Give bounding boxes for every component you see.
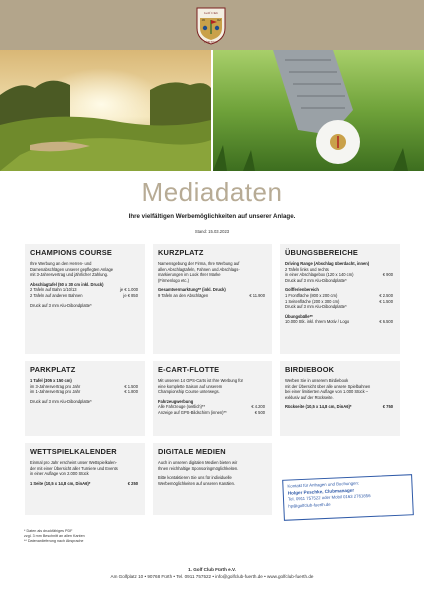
svg-text:19: 19 [201,18,205,22]
card-text: (Firmenlogo etc.) [158,277,189,283]
price-row: Anzeige auf GPS-Bildschirm (innen)** € 500 [158,409,265,415]
footnote: ** Datenanlieferung nach Absprache [24,539,84,544]
card-digitale-medien [153,443,272,515]
card-title: CHAMPIONS COURSE [30,248,113,257]
card-text: allen Abschlagtafeln, Fahnen und Abschlags- [158,266,240,272]
price-row: in einer Abschlagebox (120 x 140 cm) € 900 [285,272,393,278]
card-subheading: 1 Tafel (305 x 150 cm) [30,378,72,383]
svg-text:FÜRTH E.V.: FÜRTH E.V. [204,41,218,44]
card-text: Mit unseren 14 GPS-Carts ist Ihre Werbung für [158,378,244,383]
card-subheading: Gesamtvermarktung** (inkl. Druck) [158,287,226,293]
contact-email-link[interactable]: hp@golfclub-fuerth.de [288,501,331,509]
card-text: Championship Course unterwegs. [158,389,220,395]
price-row: Alle Fahrzeuge (seitlich)** € 4.200 [158,404,265,410]
card-text: Werben Sie in unserem Birdiebook [285,378,349,383]
card-title: PARKPLATZ [30,365,76,374]
card-text: Ihre Werbung an den Herren- und [30,261,92,266]
price-row: 9 Tafeln an den Abschlägen € 11.900 [158,292,265,298]
card-subheading: Golfferienbereich [285,287,319,293]
footnote: zzgl. 3 mm Beschnitt an allen Kanten [24,534,85,539]
card-text: Auch in unseren digitalen Medien bieten wir [158,460,238,465]
contact-name: Holger Peschke, Clubmanager [287,487,355,496]
card-text: bei einer limitierten Auflage von 1.000 Stück – [285,389,369,395]
footnote: * Daten als druckfähiges PDF [24,529,73,533]
card-text: Ihnen reichhaltige Sponsoringmöglichkeiten. [158,465,239,471]
golf-course-sunrise-photo [0,50,211,171]
card-title: WETTSPIELKALENDER [30,447,117,456]
card-wettspielkalender [25,443,145,515]
card-text: exklusiv auf der Rückseite. [285,394,334,400]
footer-address: Am Golfplatz 10 • 90768 Fürth • Tel. 0911 757522 • info@golfclub-fuerth.de • www.golfclub-fuerth.de [110,574,314,579]
card-kurzplatz [153,244,272,354]
card-subheading: Driving Range (Abschlag überdacht, innen) [285,261,370,266]
card-text: der mit einer Übersicht aller Turniere und Events [30,465,118,471]
card-text: Bitte kontaktieren Sie uns für individuelle [158,475,232,481]
page-title: Mediadaten [141,177,283,207]
card-subheading: Fahrzeugwerbung [158,398,194,404]
card-note: Druck auf 3 mm Alu-Dibondplatte* [285,304,347,310]
card-text: mit der Übersicht über alle unsere Spielbahnen [285,383,371,389]
card-title: KURZPLATZ [158,248,204,257]
page-subtitle: Ihre vielfältigen Werbemöglichkeiten auf unserer Anlage. [128,213,296,220]
card-parkplatz [25,361,145,436]
footer [0,566,424,580]
card-text: mit 3-Jahresvertrag und jährlicher Zahlung. [30,272,109,278]
svg-text:62: 62 [217,18,221,22]
price-row: im 1-Jahresvertrag pro Jahr € 1.800 [30,389,138,395]
card-subheading: Abschlagtafel (50 x 30 cm inkl. Druck) [30,281,104,287]
price-row: 1 Frontfläche (800 x 200 cm) € 2.500 [285,292,393,298]
card-note: Druck auf 3 mm Alu-Dibondplatte* [30,398,92,404]
price-row: 1 Seitenfläche (200 x 300 cm) € 1.500 [285,298,393,304]
card-note: Druck auf 3 mm Alu-Dibondplatte* [285,277,347,283]
card-title: E-CART-FLOTTE [158,365,220,374]
svg-text:Golf Club: Golf Club [203,11,219,15]
card-text: eine komplette Saison auf unserem [158,383,223,389]
footnotes [24,529,85,545]
card-note: Druck auf 3 mm Alu-Dibondplatte* [30,302,92,308]
price-row: im 3-Jahresvertrag pro Jahr € 1.500 [30,383,138,389]
card-text: markierungen im Look Ihrer Marke [158,272,221,278]
price-row: 2 Tafeln auf anderen Bahnen je € 850 [30,292,138,298]
card-subheading: Übungsbälle** [285,313,313,319]
price-row: Rückseite (10,5 x 14,8 cm, DinA6)* € 750 [285,404,393,410]
card-title: DIGITALE MEDIEN [158,447,226,456]
contact-intro: Kontakt für Anfragen und Buchungen: [287,480,360,489]
card-birdiebook [280,361,400,436]
card-e-cart-flotte [153,361,272,436]
card-text: Namensgebung der Firma, Ihre Werbung auf [158,261,240,266]
contact-box [282,474,414,521]
card-text: Damenabschlägen unserer gepflegten Anlage [30,266,114,272]
golf-ball-iron-photo [213,50,424,171]
card-title: ÜBUNGSBEREICHE [285,248,359,257]
footer-club-name: 1. Golf Club Fürth e.V. [188,567,236,572]
card-text: 2 Tafeln links und rechts [285,266,329,272]
card-uebungsbereiche [280,244,400,354]
price-row: 2 Tafeln auf Bahn 1/10/13 je € 1.000 [30,287,138,293]
card-text: Einmal pro Jahr erscheint unser Wettspielkalen- [30,460,117,465]
card-text: in einer Auflage von 2.000 Stück [30,471,89,477]
contact-phone[interactable]: Tel. 0911 757522 oder Mobil 0163 2761856 [287,493,371,502]
golf-club-logo [191,4,231,46]
card-champions-course [25,244,145,354]
price-row: 10.000 Stk. inkl. Ihrem Motiv / Logo € 6.500 [285,319,393,325]
date-stamp: Stand: 15.03.2023 [194,229,230,234]
card-title: BIRDIEBOOK [285,365,335,374]
card-text: Werbemöglichkeiten auf unseren Kanälen. [158,480,236,486]
price-row: 1 Seite (10,5 x 14,8 cm, DinA6)* € 250 [30,480,138,486]
